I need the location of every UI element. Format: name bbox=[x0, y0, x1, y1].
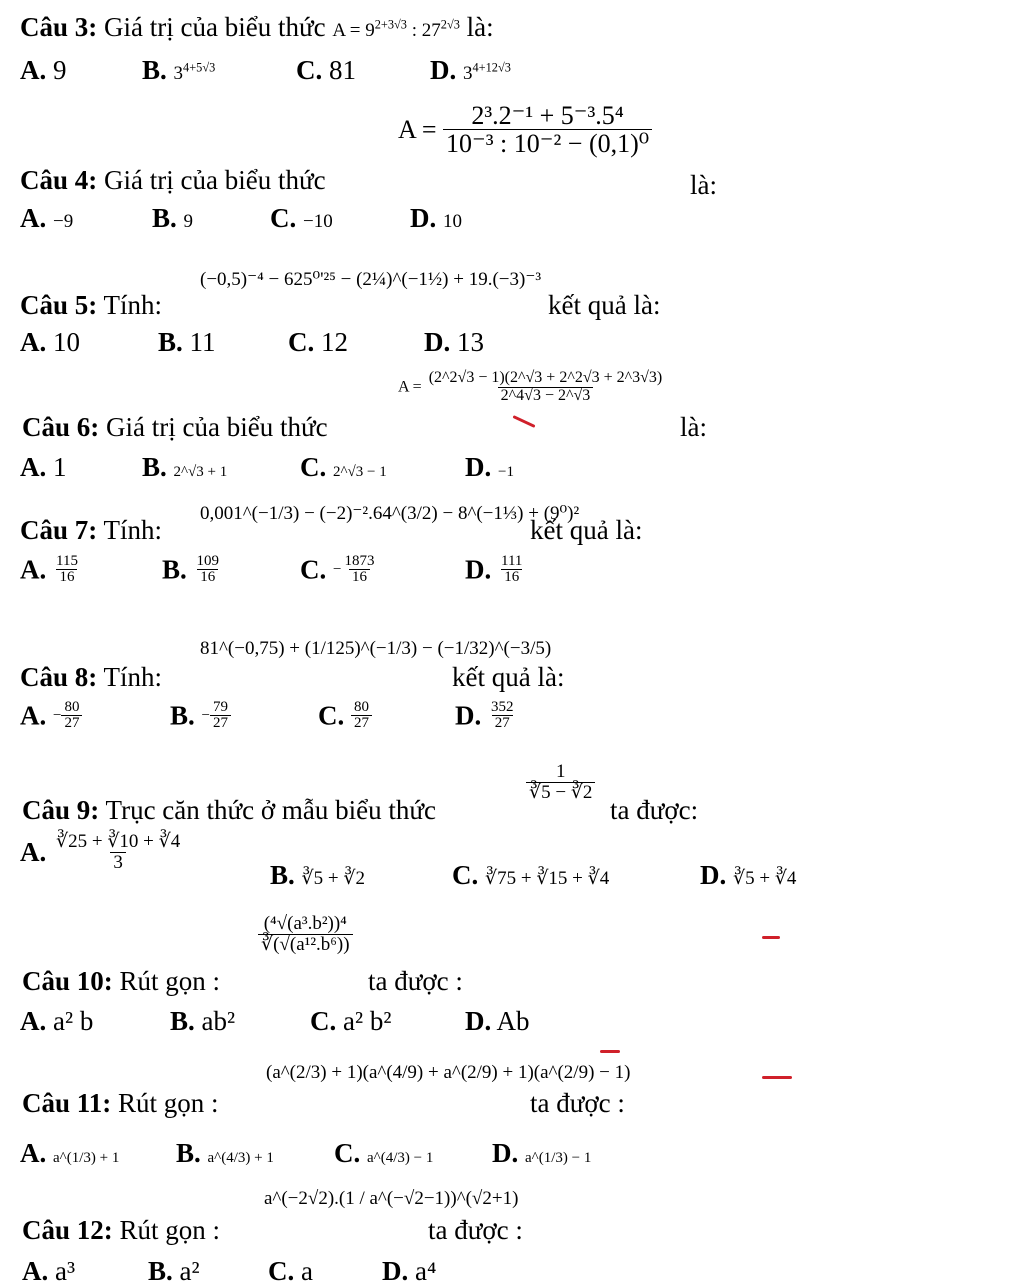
option-b[interactable]: B. 2^√3 + 1 bbox=[142, 452, 228, 482]
option-d[interactable]: D. a^(1/3) − 1 bbox=[492, 1138, 592, 1168]
question-11: Câu 11: Rút gọn : bbox=[22, 1088, 219, 1118]
option-a[interactable]: A. 1 bbox=[20, 452, 67, 482]
option-d[interactable]: D. $\frac{352}{27}$ bbox=[455, 698, 514, 732]
option-b[interactable]: B. 11 bbox=[158, 327, 216, 357]
expression: a^(−2√2).(1 / a^(−√2−1))^(√2+1) bbox=[264, 1188, 519, 1209]
option-a[interactable]: A. 9 bbox=[20, 55, 67, 85]
red-pen-mark bbox=[600, 1050, 620, 1053]
option-b[interactable]: B. ab² bbox=[170, 1006, 236, 1036]
question-4 bbox=[20, 165, 326, 196]
option-a[interactable]: A. $\frac{115}{16}$ bbox=[20, 552, 78, 586]
expression: 0,001^(−1/3) − (−2)⁻².64^(3/2) − 8^(−1⅓) + (9⁰)² bbox=[200, 503, 580, 524]
option-c[interactable]: C. a² b² bbox=[310, 1006, 392, 1036]
question-tail: kết quả là: bbox=[530, 515, 643, 545]
option-b[interactable]: B. $3^{4+5√3}$ bbox=[142, 55, 216, 85]
option-b[interactable]: B. ∛5 + ∛2 bbox=[270, 860, 365, 890]
question-9: Câu 9: Trục căn thức ở mẫu biểu thức bbox=[22, 795, 437, 825]
option-a[interactable]: A. − $\frac{80}{27}$ bbox=[20, 698, 82, 732]
question-12: Câu 12: Rút gọn : bbox=[22, 1215, 221, 1245]
option-d[interactable]: D. a⁴ bbox=[382, 1256, 437, 1286]
question-10: Câu 10: Rút gọn : bbox=[22, 966, 221, 996]
expression: A = $\frac{(2\^{}2√3 - 1)(2\^{}√3 + 2\^{}2√3 + 2\^{}3√3)}{2\^{}4√3 - 2\^{}√3}$ bbox=[398, 369, 663, 404]
option-c[interactable]: C. a bbox=[268, 1256, 313, 1286]
question-tail: ta được : bbox=[428, 1215, 523, 1245]
red-pen-mark bbox=[512, 415, 535, 428]
option-c[interactable]: C. −10 bbox=[270, 203, 333, 233]
expression: 81^(−0,75) + (1/125)^(−1/3) − (−1/32)^(−3/5) bbox=[200, 638, 552, 659]
expression: (a^(2/3) + 1)(a^(4/9) + a^(2/9) + 1)(a^(2/9) − 1) bbox=[266, 1062, 631, 1083]
question-3 bbox=[20, 12, 494, 43]
option-d[interactable]: D. 10 bbox=[410, 203, 462, 233]
option-b[interactable]: B. − $\frac{79}{27}$ bbox=[170, 698, 231, 732]
question-tail: ta được : bbox=[368, 966, 463, 996]
option-c[interactable]: C. 12 bbox=[288, 327, 348, 357]
option-c[interactable]: C. 2^√3 − 1 bbox=[300, 452, 387, 482]
option-a[interactable]: A. 10 bbox=[20, 327, 80, 357]
question-tail: ta được : bbox=[530, 1088, 625, 1118]
option-c[interactable]: C. − $\frac{1873}{16}$ bbox=[300, 552, 375, 586]
option-d[interactable]: D. 13 bbox=[424, 327, 484, 357]
option-c[interactable]: C. a^(4/3) − 1 bbox=[334, 1138, 434, 1168]
option-a[interactable]: A. $\frac{∛25 + ∛10 + ∛4}{3}$ bbox=[20, 831, 181, 873]
question-text: Giá trị của biểu thức bbox=[104, 165, 326, 195]
expression: $\frac{\text{(⁴√(a³.b²))⁴}}{\text{∛(√(a¹².b⁶))}}$ bbox=[258, 914, 353, 955]
option-c[interactable]: C. ∛75 + ∛15 + ∛4 bbox=[452, 860, 610, 890]
option-b[interactable]: B. a^(4/3) + 1 bbox=[176, 1138, 274, 1168]
option-c[interactable]: C. 81 bbox=[296, 55, 356, 85]
question-label: Câu 4: bbox=[20, 165, 98, 195]
option-b[interactable]: B. 9 bbox=[152, 203, 194, 233]
option-d[interactable]: D. $3^{4+12√3}$ bbox=[430, 55, 511, 85]
red-pen-mark bbox=[762, 1076, 792, 1079]
question-5: Câu 5: Tính: bbox=[20, 290, 163, 320]
question-8: Câu 8: Tính: bbox=[20, 662, 163, 692]
expression: $\frac{1}{∛5 - ∛2}$ bbox=[526, 762, 595, 803]
question-text: Giá trị của biểu thức bbox=[104, 12, 326, 42]
option-b[interactable]: B. $\frac{109}{16}$ bbox=[162, 552, 220, 586]
option-d[interactable]: D. Ab bbox=[465, 1006, 530, 1036]
question-7: Câu 7: Tính: bbox=[20, 515, 163, 545]
question-tail: kết quả là: bbox=[548, 290, 661, 320]
question-tail: là: bbox=[690, 170, 717, 200]
question-label: Câu 3: bbox=[20, 12, 98, 42]
question-6: Câu 6: Giá trị của biểu thức bbox=[22, 412, 328, 442]
option-a[interactable]: A. a^(1/3) + 1 bbox=[20, 1138, 120, 1168]
option-a[interactable]: A. −9 bbox=[20, 203, 74, 233]
expression: A = $\frac{\text{2³.2⁻¹ + 5⁻³.5⁴}}{\text{10⁻³ : 10⁻² − (0,1)⁰}}$ bbox=[398, 102, 652, 158]
option-b[interactable]: B. a² bbox=[148, 1256, 200, 1286]
option-d[interactable]: D. $\frac{111}{16}$ bbox=[465, 552, 523, 586]
option-d[interactable]: D. −1 bbox=[465, 452, 514, 482]
question-tail: là: bbox=[680, 412, 707, 442]
question-tail: kết quả là: bbox=[452, 662, 565, 692]
question-tail: ta được: bbox=[610, 795, 699, 825]
option-d[interactable]: D. ∛5 + ∛4 bbox=[700, 860, 797, 890]
option-c[interactable]: C. $\frac{80}{27}$ bbox=[318, 698, 372, 732]
option-a[interactable]: A. a³ bbox=[22, 1256, 76, 1286]
option-a[interactable]: A. a² b bbox=[20, 1006, 94, 1036]
red-pen-mark bbox=[762, 936, 780, 939]
expression: $A = 9^{2+3√3}$ : $27^{2√3}$ bbox=[332, 17, 460, 41]
question-tail: là: bbox=[466, 12, 494, 42]
expression: (−0,5)⁻⁴ − 625⁰'²⁵ − (2¼)^(−1½) + 19.(−3)⁻³ bbox=[200, 269, 542, 290]
